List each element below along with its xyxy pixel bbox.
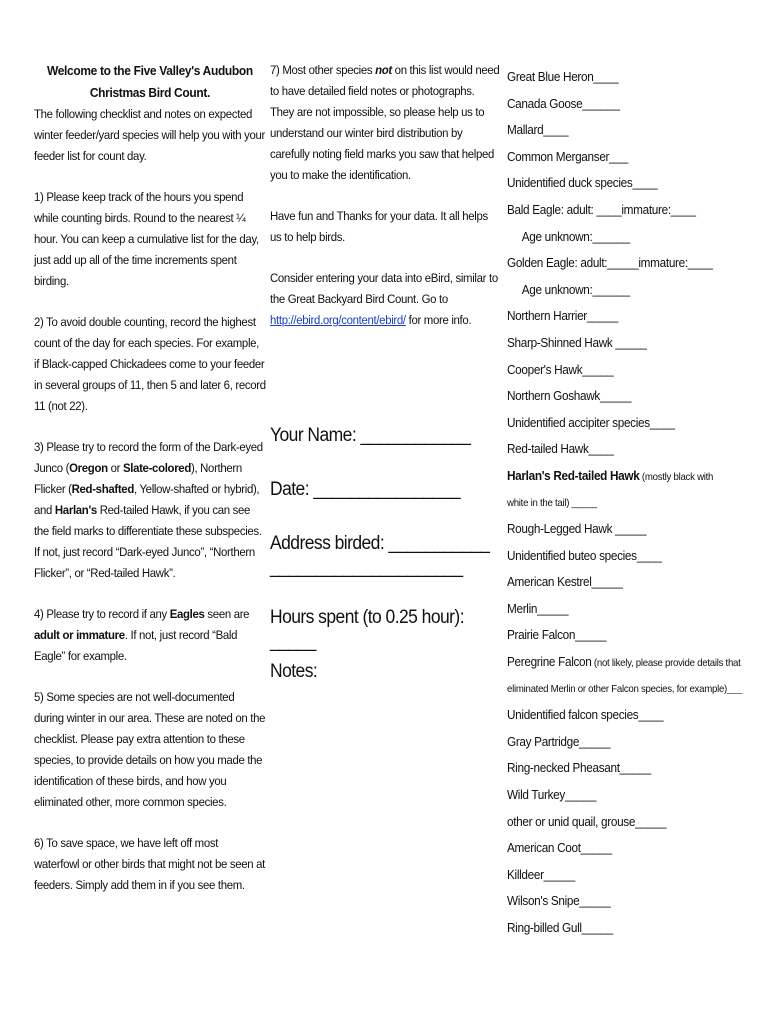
species-entry[interactable]: Bald Eagle: adult: ____immature:____ bbox=[507, 201, 696, 217]
species-entry[interactable]: Common Merganser___ bbox=[507, 148, 628, 164]
text: for more info. bbox=[405, 313, 472, 327]
species-entry[interactable]: Unidentified duck species____ bbox=[507, 175, 658, 191]
species-entry[interactable] bbox=[507, 649, 755, 676]
text-bold: Slate-colored bbox=[122, 461, 191, 475]
species-entry[interactable] bbox=[507, 676, 755, 703]
species-entry[interactable]: Wild Turkey_____ bbox=[507, 787, 597, 803]
instructions-column bbox=[34, 60, 266, 916]
thanks-paragraph: Have fun and Thanks for your data. It all helps us to help birds. bbox=[270, 209, 488, 244]
species-entry[interactable]: Golden Eagle: adult:_____immature:____ bbox=[507, 255, 713, 271]
page-title bbox=[34, 60, 266, 104]
text: or bbox=[107, 461, 123, 475]
species-entry[interactable]: Gray Partridge_____ bbox=[507, 733, 611, 749]
text-bold: Harlan's bbox=[54, 503, 97, 517]
species-entry[interactable]: Unidentified buteo species____ bbox=[507, 547, 662, 563]
species-entry[interactable]: Great Blue Heron____ bbox=[507, 69, 619, 84]
species-entry[interactable]: Rough-Legged Hawk _____ bbox=[507, 521, 647, 537]
text-bold: Oregon bbox=[69, 461, 108, 475]
notes-column bbox=[270, 60, 500, 351]
text-bold: Harlan's Red-tailed Hawk bbox=[507, 467, 640, 483]
species-entry[interactable]: Killdeer_____ bbox=[507, 866, 575, 882]
species-entry[interactable]: Ring-billed Gull_____ bbox=[507, 920, 613, 935]
text: (mostly black with bbox=[639, 470, 714, 483]
text: eliminated Merlin or other Falcon species, for example) bbox=[507, 682, 727, 695]
date-field[interactable]: Date: ________________ bbox=[270, 479, 461, 500]
species-entry[interactable]: Unidentified accipiter species____ bbox=[507, 414, 675, 430]
species-entry[interactable]: Unidentified falcon species____ bbox=[507, 707, 664, 723]
species-entry[interactable]: Northern Harrier_____ bbox=[507, 308, 619, 324]
text: Consider entering your data into eBird, similar to the Great Backyard Bird Count. Go to bbox=[270, 271, 498, 306]
notes-label: Notes: bbox=[270, 661, 318, 682]
species-entry[interactable]: other or unid quail, grouse_____ bbox=[507, 813, 667, 829]
species-entry[interactable]: Age unknown:______ bbox=[521, 228, 630, 244]
your-name-field[interactable]: Your Name: ____________ bbox=[270, 425, 471, 446]
text-bold: Eagles bbox=[169, 607, 205, 621]
ebird-paragraph bbox=[270, 268, 500, 331]
instruction-6: 6) To save space, we have left off most waterfowl or other birds that might not be seen at feeders. Simply add them in if you see them. bbox=[34, 836, 266, 892]
text: , Yellow-shafted or hybrid), and bbox=[34, 482, 260, 517]
species-entry[interactable]: white in the tail) _____ bbox=[507, 496, 598, 509]
species-entry[interactable]: Mallard____ bbox=[507, 122, 569, 138]
species-entry[interactable] bbox=[507, 463, 755, 490]
species-entry[interactable]: American Kestrel_____ bbox=[507, 574, 623, 590]
address-line[interactable]: _____________________ bbox=[270, 557, 463, 578]
hours-field[interactable]: Hours spent (to 0.25 hour): _____ bbox=[270, 607, 465, 652]
instruction-1: 1) Please keep track of the hours you spend while counting birds. Round to the nearest ¼ hour. You can keep a cumulative list for the day, just add up all of the time increments spent birding. bbox=[34, 190, 259, 288]
instruction-7 bbox=[270, 60, 500, 186]
instruction-3 bbox=[34, 437, 266, 584]
text: 7) Most other species bbox=[270, 63, 376, 77]
text: . If not, just record “Bald Eagle” for example. bbox=[34, 628, 238, 663]
title-line-2: Christmas Bird Count. bbox=[89, 85, 210, 100]
species-entry[interactable]: Merlin_____ bbox=[507, 600, 569, 616]
species-entry[interactable]: Ring-necked Pheasant_____ bbox=[507, 760, 651, 776]
text: on this list would need to have detailed field notes or photographs. They are not impossible, so please help us to understand our winter bird distribution by carefully noting field marks you saw that helped you to make the identification. bbox=[270, 63, 500, 182]
text: 4) Please try to record if any bbox=[34, 607, 170, 621]
instruction-4 bbox=[34, 604, 266, 667]
species-entry[interactable]: Red-tailed Hawk____ bbox=[507, 441, 614, 457]
text-bold-italic: not bbox=[375, 63, 392, 77]
instruction-5: 5) Some species are not well-documented during winter in our area. These are noted on the checklist. Please pay extra attention to these species, to provide details on how you made the identification of these birds, and how you eliminated other, more common species. bbox=[34, 690, 266, 809]
text-bold: Red-shafted bbox=[71, 482, 134, 496]
intro-paragraph: The following checklist and notes on expected winter feeder/yard species will help you with your feeder list for count day. bbox=[34, 107, 266, 163]
species-entry[interactable]: Age unknown:______ bbox=[521, 281, 630, 297]
species-checklist bbox=[507, 64, 755, 942]
text: Peregrine Falcon bbox=[507, 654, 592, 670]
species-entry[interactable]: Prairie Falcon_____ bbox=[507, 627, 607, 643]
species-entry[interactable]: American Coot_____ bbox=[507, 840, 612, 856]
title-line-1: Welcome to the Five Valley's Audubon bbox=[46, 63, 253, 78]
species-entry[interactable]: Wilson's Snipe_____ bbox=[507, 893, 611, 909]
text: seen are bbox=[204, 607, 250, 621]
species-entry[interactable]: Cooper's Hawk_____ bbox=[507, 361, 614, 377]
ebird-link[interactable]: http://ebird.org/content/ebird/ bbox=[270, 313, 406, 327]
text: ____ bbox=[726, 684, 743, 694]
text: (not likely, please provide details that bbox=[591, 657, 741, 670]
instruction-2: 2) To avoid double counting, record the highest count of the day for each species. For example, if Black-capped Chickadees come to your feeder in several groups of 11, then 5 and later 6, record 11 (not 22). bbox=[34, 315, 266, 413]
text: ), Northern Flicker ( bbox=[34, 461, 242, 496]
species-entry[interactable]: Canada Goose______ bbox=[507, 95, 620, 111]
species-entry[interactable]: Sharp-Shinned Hawk _____ bbox=[507, 334, 647, 350]
text: Red-tailed Hawk, if you can see the field marks to differentiate these subspecies. If not, just record “Dark-eyed Junco”, “Northern Flicker”, or “Red-tailed Hawk”. bbox=[34, 503, 262, 580]
text-bold: adult or immature bbox=[34, 628, 125, 642]
text: 3) Please try to record the form of the Dark-eyed Junco ( bbox=[34, 440, 263, 475]
species-entry[interactable]: Northern Goshawk_____ bbox=[507, 388, 632, 404]
address-field[interactable]: Address birded: ___________ bbox=[270, 533, 490, 554]
